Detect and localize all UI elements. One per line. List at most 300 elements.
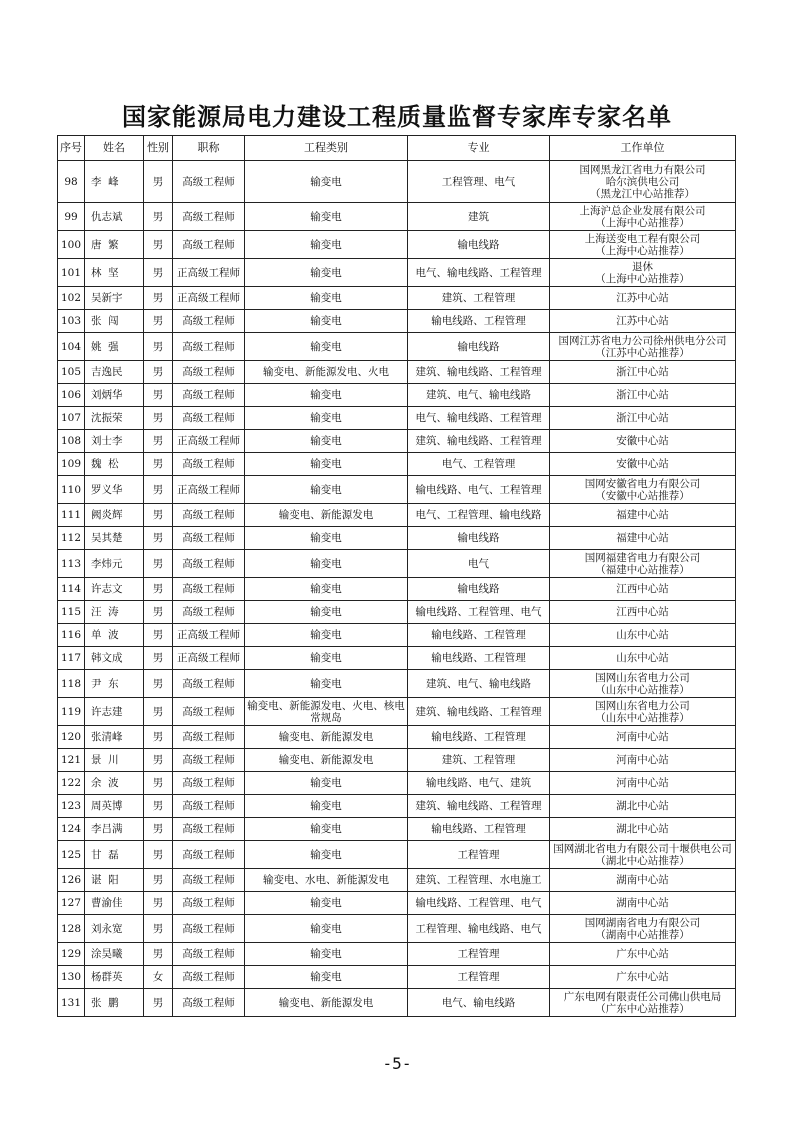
row-title: 高级工程师: [173, 550, 245, 578]
table-row: [58, 601, 736, 624]
expert-table: [57, 135, 736, 1017]
row-gender: 男: [144, 869, 173, 892]
row-name: 仇志斌: [85, 203, 144, 231]
row-unit-line: 湖北中心站: [616, 823, 669, 835]
row-unit-line: 国网安徽省电力有限公司: [584, 477, 701, 490]
row-unit-line: 山东中心站: [616, 629, 669, 641]
row-unit: [550, 841, 736, 869]
table-row: [58, 892, 736, 915]
row-unit-line: （江苏中心站推荐）: [595, 346, 690, 359]
row-no: 111: [58, 504, 85, 527]
row-name: 许志建: [85, 698, 144, 726]
row-unit-line: 河南中心站: [616, 777, 669, 789]
row-unit: [550, 818, 736, 841]
table-row: [58, 989, 736, 1017]
table-row: [58, 550, 736, 578]
row-category: 输变电: [245, 670, 408, 698]
page-number: -5-: [382, 1054, 412, 1073]
row-name: 韩文成: [85, 647, 144, 670]
row-no: 127: [58, 892, 85, 915]
row-category: 输变电: [245, 287, 408, 310]
row-no: 116: [58, 624, 85, 647]
row-title: 高级工程师: [173, 749, 245, 772]
row-unit-line: 国网山东省电力公司: [595, 699, 690, 712]
row-title: 正高级工程师: [173, 430, 245, 453]
row-title: 高级工程师: [173, 943, 245, 966]
row-unit: [550, 892, 736, 915]
row-specialty: 输电线路: [408, 578, 550, 601]
row-unit-line: 国网山东省电力公司: [595, 671, 690, 684]
table-row: [58, 647, 736, 670]
row-gender: 男: [144, 333, 173, 361]
row-title: 高级工程师: [173, 841, 245, 869]
row-unit: [550, 384, 736, 407]
row-unit: [550, 527, 736, 550]
row-category: 输变电: [245, 259, 408, 287]
row-gender: 男: [144, 749, 173, 772]
row-unit: [550, 869, 736, 892]
row-no: 106: [58, 384, 85, 407]
table-row: [58, 453, 736, 476]
row-gender: 男: [144, 989, 173, 1017]
table-row: [58, 670, 736, 698]
table-row: [58, 259, 736, 287]
row-unit: [550, 726, 736, 749]
row-unit-line: （安徽中心站推荐）: [595, 489, 690, 502]
row-gender: 男: [144, 310, 173, 333]
row-gender: 男: [144, 259, 173, 287]
row-unit: [550, 578, 736, 601]
table-row: [58, 430, 736, 453]
row-category: 输变电、新能源发电: [245, 726, 408, 749]
row-category: 输变电、新能源发电: [245, 504, 408, 527]
row-unit-line: 哈尔滨供电公司: [605, 175, 680, 188]
row-title: 高级工程师: [173, 726, 245, 749]
row-no: 105: [58, 361, 85, 384]
row-category: 输变电: [245, 578, 408, 601]
row-specialty: 电气、工程管理: [408, 453, 550, 476]
row-specialty: 建筑、工程管理: [408, 287, 550, 310]
table-row: [58, 841, 736, 869]
row-specialty: 输电线路: [408, 231, 550, 259]
row-specialty: 建筑、电气、输电线路: [408, 384, 550, 407]
row-title: 正高级工程师: [173, 259, 245, 287]
row-unit: [550, 647, 736, 670]
row-specialty: 建筑、输电线路、工程管理: [408, 361, 550, 384]
row-unit: [550, 287, 736, 310]
row-unit-line: 湖南中心站: [616, 897, 669, 909]
row-name: 李 峰: [85, 161, 144, 203]
row-no: 126: [58, 869, 85, 892]
row-name: 单 波: [85, 624, 144, 647]
row-unit-line: （黑龙江中心站推荐）: [590, 187, 695, 200]
row-name: 许志文: [85, 578, 144, 601]
row-title: 高级工程师: [173, 453, 245, 476]
row-name: 魏 松: [85, 453, 144, 476]
row-specialty: 输电线路: [408, 333, 550, 361]
row-no: 123: [58, 795, 85, 818]
col-header-specialty: 专业: [408, 136, 550, 161]
row-category: 输变电: [245, 943, 408, 966]
row-category: 输变电: [245, 333, 408, 361]
row-category: 输变电: [245, 453, 408, 476]
row-specialty: 建筑、电气、输电线路: [408, 670, 550, 698]
row-specialty: 电气: [408, 550, 550, 578]
row-name: 曹渝佳: [85, 892, 144, 915]
row-name: 姚 强: [85, 333, 144, 361]
row-specialty: 输电线路、工程管理: [408, 647, 550, 670]
row-gender: 男: [144, 915, 173, 943]
table-row: [58, 578, 736, 601]
row-unit: [550, 601, 736, 624]
row-specialty: 输电线路、电气、建筑: [408, 772, 550, 795]
row-name: 刘士李: [85, 430, 144, 453]
row-unit: [550, 161, 736, 203]
row-title: 正高级工程师: [173, 624, 245, 647]
table-row: [58, 333, 736, 361]
table-row: [58, 527, 736, 550]
row-title: 高级工程师: [173, 203, 245, 231]
row-gender: 男: [144, 601, 173, 624]
row-unit: [550, 915, 736, 943]
row-unit-line: （湖北中心站推荐）: [595, 854, 690, 867]
row-name: 汪 涛: [85, 601, 144, 624]
table-row: [58, 504, 736, 527]
row-category: 输变电: [245, 841, 408, 869]
table-row: [58, 287, 736, 310]
row-no: 99: [58, 203, 85, 231]
row-category: 输变电: [245, 203, 408, 231]
row-title: 高级工程师: [173, 361, 245, 384]
row-specialty: 工程管理、输电线路、电气: [408, 915, 550, 943]
row-name: 涂昊曦: [85, 943, 144, 966]
row-title: 高级工程师: [173, 578, 245, 601]
row-title: 高级工程师: [173, 407, 245, 430]
row-title: 正高级工程师: [173, 287, 245, 310]
col-header-category: 工程类别: [245, 136, 408, 161]
row-gender: 男: [144, 670, 173, 698]
row-title: 高级工程师: [173, 384, 245, 407]
row-gender: 男: [144, 453, 173, 476]
row-specialty: 电气、输电线路: [408, 989, 550, 1017]
row-unit: [550, 231, 736, 259]
row-category: 输变电: [245, 795, 408, 818]
row-unit-line: 江西中心站: [616, 606, 669, 618]
row-gender: 男: [144, 647, 173, 670]
row-no: 110: [58, 476, 85, 504]
row-unit-line: 福建中心站: [616, 509, 669, 521]
row-gender: 男: [144, 361, 173, 384]
row-category: 输变电、新能源发电、火电: [245, 361, 408, 384]
row-gender: 男: [144, 772, 173, 795]
col-header-no: 序号: [58, 136, 85, 161]
row-specialty: 输电线路、工程管理: [408, 310, 550, 333]
row-gender: 男: [144, 231, 173, 259]
row-name: 吴新宇: [85, 287, 144, 310]
row-gender: 男: [144, 841, 173, 869]
row-gender: 女: [144, 966, 173, 989]
page-title: 国家能源局电力建设工程质量监督专家库专家名单: [122, 102, 672, 131]
row-unit-line: 浙江中心站: [616, 366, 669, 378]
row-title: 高级工程师: [173, 698, 245, 726]
row-title: 高级工程师: [173, 670, 245, 698]
row-unit-line: 广东中心站: [616, 948, 669, 960]
row-no: 104: [58, 333, 85, 361]
row-unit: [550, 943, 736, 966]
row-unit: [550, 453, 736, 476]
row-title: 高级工程师: [173, 504, 245, 527]
row-specialty: 输电线路、电气、工程管理: [408, 476, 550, 504]
row-specialty: 建筑、工程管理: [408, 749, 550, 772]
row-no: 122: [58, 772, 85, 795]
row-gender: 男: [144, 550, 173, 578]
row-name: 尹 东: [85, 670, 144, 698]
row-unit-line: （上海中心站推荐）: [595, 272, 690, 285]
row-unit: [550, 795, 736, 818]
row-no: 120: [58, 726, 85, 749]
row-title: 正高级工程师: [173, 476, 245, 504]
row-gender: 男: [144, 578, 173, 601]
col-header-title: 职称: [173, 136, 245, 161]
row-specialty: 电气、工程管理、输电线路: [408, 504, 550, 527]
table-row: [58, 384, 736, 407]
row-title: 高级工程师: [173, 527, 245, 550]
row-category: 输变电: [245, 161, 408, 203]
row-title: 高级工程师: [173, 231, 245, 259]
row-name: 李吕满: [85, 818, 144, 841]
row-no: 131: [58, 989, 85, 1017]
row-name: 刘炳华: [85, 384, 144, 407]
row-name: 周英博: [85, 795, 144, 818]
table-row: [58, 310, 736, 333]
row-no: 100: [58, 231, 85, 259]
table-row: [58, 624, 736, 647]
row-unit: [550, 333, 736, 361]
row-category: 输变电: [245, 231, 408, 259]
row-category: 输变电、新能源发电、火电、核电常规岛: [245, 698, 408, 726]
row-no: 107: [58, 407, 85, 430]
row-name: 阙炎辉: [85, 504, 144, 527]
row-unit-line: 江苏中心站: [616, 292, 669, 304]
row-no: 125: [58, 841, 85, 869]
row-unit: [550, 550, 736, 578]
row-unit-line: （上海中心站推荐）: [595, 244, 690, 257]
row-name: 甘 磊: [85, 841, 144, 869]
row-name: 唐 繁: [85, 231, 144, 259]
row-specialty: 建筑、输电线路、工程管理: [408, 430, 550, 453]
row-name: 杨群英: [85, 966, 144, 989]
table-row: [58, 818, 736, 841]
row-no: 115: [58, 601, 85, 624]
row-no: 101: [58, 259, 85, 287]
row-unit: [550, 310, 736, 333]
row-unit-line: 安徽中心站: [616, 435, 669, 447]
table-row: [58, 203, 736, 231]
table-row: [58, 795, 736, 818]
row-no: 98: [58, 161, 85, 203]
col-header-name: 姓名: [85, 136, 144, 161]
row-unit: [550, 966, 736, 989]
table-body: [58, 161, 736, 1017]
row-unit-line: 浙江中心站: [616, 412, 669, 424]
row-gender: 男: [144, 430, 173, 453]
row-category: 输变电: [245, 818, 408, 841]
row-unit: [550, 476, 736, 504]
row-category: 输变电: [245, 624, 408, 647]
row-unit: [550, 670, 736, 698]
row-unit-line: 国网福建省电力有限公司: [584, 551, 701, 564]
row-unit: [550, 407, 736, 430]
row-no: 102: [58, 287, 85, 310]
row-specialty: 输电线路、工程管理、电气: [408, 601, 550, 624]
row-unit-line: 福建中心站: [616, 532, 669, 544]
row-title: 高级工程师: [173, 795, 245, 818]
row-category: 输变电: [245, 384, 408, 407]
row-unit: [550, 749, 736, 772]
row-specialty: 输电线路: [408, 527, 550, 550]
row-no: 121: [58, 749, 85, 772]
row-unit-line: （广东中心站推荐）: [595, 1002, 690, 1015]
row-category: 输变电: [245, 915, 408, 943]
row-unit-line: 湖南中心站: [616, 874, 669, 886]
row-no: 108: [58, 430, 85, 453]
row-gender: 男: [144, 795, 173, 818]
row-unit: [550, 203, 736, 231]
row-specialty: 建筑、输电线路、工程管理: [408, 698, 550, 726]
row-specialty: 工程管理、电气: [408, 161, 550, 203]
row-no: 103: [58, 310, 85, 333]
row-gender: 男: [144, 624, 173, 647]
row-name: 李炜元: [85, 550, 144, 578]
row-unit: [550, 989, 736, 1017]
row-no: 130: [58, 966, 85, 989]
row-unit: [550, 430, 736, 453]
row-name: 沈振荣: [85, 407, 144, 430]
row-specialty: 电气、输电线路、工程管理: [408, 259, 550, 287]
row-specialty: 电气、输电线路、工程管理: [408, 407, 550, 430]
row-no: 128: [58, 915, 85, 943]
row-title: 高级工程师: [173, 333, 245, 361]
row-gender: 男: [144, 892, 173, 915]
row-title: 高级工程师: [173, 966, 245, 989]
row-unit-line: （福建中心站推荐）: [595, 563, 690, 576]
row-specialty: 输电线路、工程管理: [408, 624, 550, 647]
row-unit-line: 河南中心站: [616, 731, 669, 743]
row-no: 113: [58, 550, 85, 578]
row-unit-line: 上海送变电工程有限公司: [584, 232, 701, 245]
table-row: [58, 726, 736, 749]
table-row: [58, 161, 736, 203]
row-unit-line: 国网湖北省电力有限公司十堰供电公司: [553, 842, 732, 855]
row-name: 张 闯: [85, 310, 144, 333]
row-unit-line: 山东中心站: [616, 652, 669, 664]
row-unit-line: 江苏中心站: [616, 315, 669, 327]
row-specialty: 工程管理: [408, 966, 550, 989]
table-header-row: [58, 136, 736, 161]
row-name: 罗义华: [85, 476, 144, 504]
row-no: 129: [58, 943, 85, 966]
row-category: 输变电: [245, 550, 408, 578]
table-row: [58, 869, 736, 892]
row-specialty: 建筑: [408, 203, 550, 231]
row-no: 119: [58, 698, 85, 726]
row-name: 张 鹏: [85, 989, 144, 1017]
col-header-gender: 性别: [144, 136, 173, 161]
row-unit-line: 安徽中心站: [616, 458, 669, 470]
row-unit-line: 退休: [632, 260, 653, 273]
row-unit-line: 广东中心站: [616, 971, 669, 983]
row-gender: 男: [144, 287, 173, 310]
row-name: 景 川: [85, 749, 144, 772]
row-title: 高级工程师: [173, 869, 245, 892]
row-no: 117: [58, 647, 85, 670]
row-unit-line: 上海沪总企业发展有限公司: [579, 204, 706, 217]
table-row: [58, 966, 736, 989]
col-header-unit: 工作单位: [550, 136, 736, 161]
row-category: 输变电: [245, 966, 408, 989]
row-name: 张清峰: [85, 726, 144, 749]
row-unit: [550, 772, 736, 795]
row-gender: 男: [144, 504, 173, 527]
table-row: [58, 749, 736, 772]
row-gender: 男: [144, 476, 173, 504]
table-row: [58, 915, 736, 943]
row-category: 输变电: [245, 647, 408, 670]
table-row: [58, 698, 736, 726]
row-title: 高级工程师: [173, 310, 245, 333]
row-gender: 男: [144, 726, 173, 749]
row-gender: 男: [144, 698, 173, 726]
row-name: 谌 阳: [85, 869, 144, 892]
row-title: 高级工程师: [173, 772, 245, 795]
row-no: 124: [58, 818, 85, 841]
row-category: 输变电: [245, 601, 408, 624]
row-unit-line: 广东电网有限责任公司佛山供电局: [563, 990, 722, 1003]
row-unit-line: 河南中心站: [616, 754, 669, 766]
row-unit-line: 国网黑龙江省电力有限公司: [579, 163, 706, 176]
row-category: 输变电: [245, 430, 408, 453]
row-specialty: 建筑、输电线路、工程管理: [408, 795, 550, 818]
row-specialty: 建筑、工程管理、水电施工: [408, 869, 550, 892]
row-name: 刘永宽: [85, 915, 144, 943]
row-specialty: 工程管理: [408, 943, 550, 966]
row-unit-line: 江西中心站: [616, 583, 669, 595]
row-no: 118: [58, 670, 85, 698]
row-specialty: 输电线路、工程管理: [408, 818, 550, 841]
row-title: 高级工程师: [173, 601, 245, 624]
row-specialty: 输电线路、工程管理: [408, 726, 550, 749]
row-unit-line: （上海中心站推荐）: [595, 216, 690, 229]
row-gender: 男: [144, 161, 173, 203]
row-category: 输变电: [245, 476, 408, 504]
row-name: 吉逸民: [85, 361, 144, 384]
row-unit-line: 国网湖南省电力有限公司: [584, 916, 701, 929]
row-unit-line: 国网江苏省电力公司徐州供电分公司: [558, 334, 727, 347]
row-gender: 男: [144, 943, 173, 966]
row-title: 高级工程师: [173, 989, 245, 1017]
row-category: 输变电、新能源发电: [245, 989, 408, 1017]
row-category: 输变电: [245, 310, 408, 333]
row-specialty: 输电线路、工程管理、电气: [408, 892, 550, 915]
table-row: [58, 772, 736, 795]
table-row: [58, 943, 736, 966]
row-title: 高级工程师: [173, 892, 245, 915]
table-row: [58, 407, 736, 430]
row-unit-line: （湖南中心站推荐）: [595, 928, 690, 941]
table-row: [58, 361, 736, 384]
row-category: 输变电: [245, 892, 408, 915]
row-category: 输变电、水电、新能源发电: [245, 869, 408, 892]
